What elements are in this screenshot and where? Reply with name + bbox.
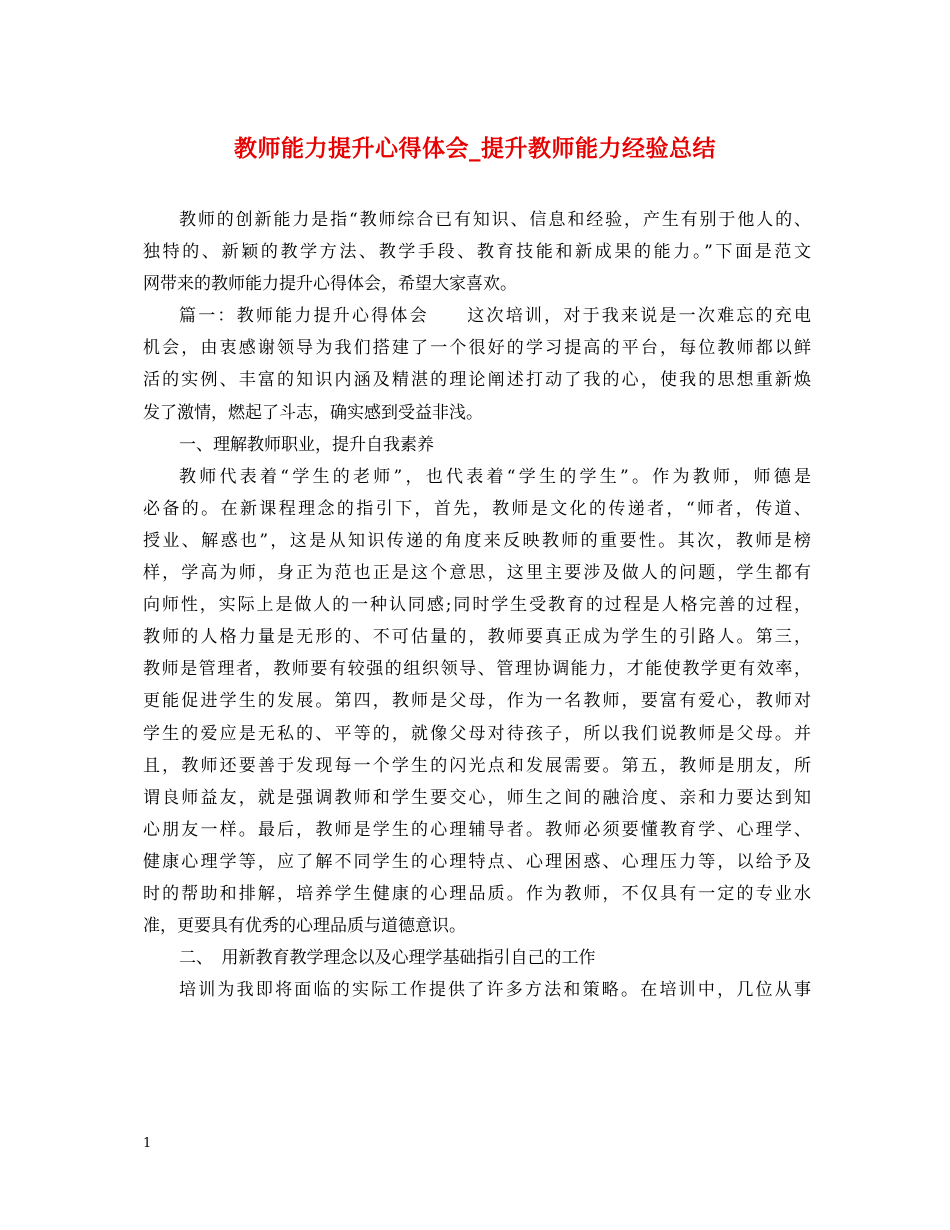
paragraph-line: 心朋友一样。最后，教师是学生的心理辅导者。教师必须要懂教育学、心理学、 xyxy=(143,819,811,840)
paragraph-line: 向师性，实际上是做人的一种认同感;同时学生受教育的过程是人格完善的过程， xyxy=(143,595,811,616)
paragraph-line: 准，更要具有优秀的心理品质与道德意识。 xyxy=(143,916,466,937)
paragraph-line: 谓良师益友，就是强调教师和学生要交心，师生之间的融洽度、亲和力要达到知 xyxy=(143,787,811,808)
paragraph-line: 必备的。在新课程理念的指引下，首先，教师是文化的传递者，“师者，传道、 xyxy=(143,498,811,519)
document-title: 教师能力提升心得体会_提升教师能力经验总结 xyxy=(234,135,716,162)
paragraph-line: 时的帮助和排解，培养学生健康的心理品质。作为教师，不仅具有一定的专业水 xyxy=(143,883,811,904)
paragraph-line: 样，学高为师，身正为范也正是这个意思，这里主要涉及做人的问题，学生都有 xyxy=(143,563,811,584)
paragraph-line: 更能促进学生的发展。第四，教师是父母，作为一名教师，要富有爱心，教师对 xyxy=(143,691,811,712)
paragraph-line: 教师是管理者，教师要有较强的组织领导、管理协调能力，才能使教学更有效率， xyxy=(143,659,811,680)
paragraph-line: 授业、解惑也”，这是从知识传递的角度来反映教师的重要性。其次，教师是榜 xyxy=(143,530,811,551)
paragraph-line: 活的实例、丰富的知识内涵及精湛的理论阐述打动了我的心，使我的思想重新焕 xyxy=(143,370,811,391)
document-body xyxy=(143,204,811,1006)
paragraph-line: 发了激情，燃起了斗志，确实感到受益非浅。 xyxy=(143,402,483,423)
paragraph-line: 教师的人格力量是无形的、不可估量的，教师要真正成为学生的引路人。第三， xyxy=(143,627,811,648)
paragraph-line: 教师的创新能力是指“教师综合已有知识、信息和经验，产生有别于他人的、 xyxy=(179,210,811,230)
paragraph-line: 教师代表着“学生的老师”，也代表着“学生的学生”。作为教师，师德是 xyxy=(179,466,811,487)
paragraph-line: 网带来的教师能力提升心得体会，希望大家喜欢。 xyxy=(143,274,517,295)
paragraph-line: 独特的、新颖的教学方法、教学手段、教育技能和新成果的能力。”下面是范文 xyxy=(143,242,811,263)
page-number: 1 xyxy=(143,1136,152,1151)
paragraph-line: 一、理解教师职业，提升自我素养 xyxy=(179,434,434,455)
paragraph-line: 篇一：教师能力提升心得体会 这次培训，对于我来说是一次难忘的充电 xyxy=(179,306,811,327)
paragraph-line: 机会，由衷感谢领导为我们搭建了一个很好的学习提高的平台，每位教师都以鲜 xyxy=(143,338,811,359)
paragraph-line: 二、 用新教育教学理念以及心理学基础指引自己的工作 xyxy=(179,948,596,969)
paragraph-line: 且，教师还要善于发现每一个学生的闪光点和发展需要。第五，教师是朋友，所 xyxy=(143,755,811,776)
paragraph-line: 培训为我即将面临的实际工作提供了许多方法和策略。在培训中，几位从事 xyxy=(179,980,811,1001)
paragraph-line: 健康心理学等，应了解不同学生的心理特点、心理困惑、心理压力等，以给予及 xyxy=(143,851,811,872)
paragraph-line: 学生的爱应是无私的、平等的，就像父母对待孩子，所以我们说教师是父母。并 xyxy=(143,723,811,744)
